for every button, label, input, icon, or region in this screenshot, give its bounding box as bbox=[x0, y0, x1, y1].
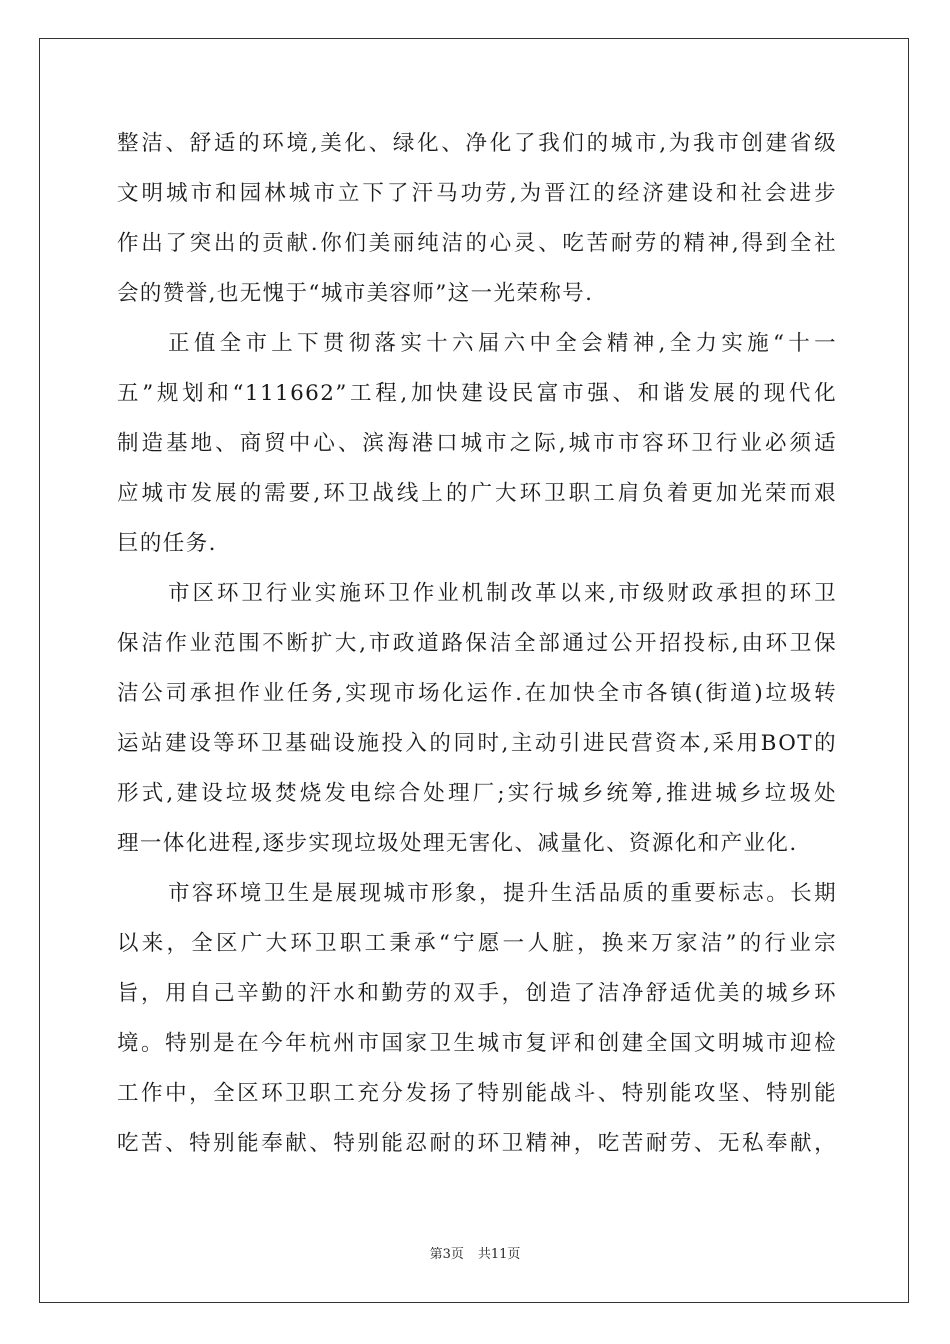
page-total: 共11页 bbox=[477, 1247, 521, 1262]
document-body bbox=[117, 126, 837, 1176]
text-line: 境。特别是在今年杭州市国家卫生城市复评和创建全国文明城市迎检 bbox=[117, 1031, 837, 1056]
text-line: 以来，全区广大环卫职工秉承“宁愿一人脏，换来万家洁”的行业宗 bbox=[117, 931, 837, 956]
text-line: 作出了突出的贡献.你们美丽纯洁的心灵、吃苦耐劳的精神,得到全社 bbox=[117, 231, 837, 256]
paragraph-start-line: 正值全市上下贯彻落实十六届六中全会精神,全力实施“十一 bbox=[168, 331, 837, 356]
text-line: 应城市发展的需要,环卫战线上的广大环卫职工肩负着更加光荣而艰 bbox=[117, 481, 837, 506]
text-line: 文明城市和园林城市立下了汗马功劳,为晋江的经济建设和社会进步 bbox=[117, 181, 837, 206]
page-footer bbox=[0, 1243, 950, 1262]
page-number: 第3页 bbox=[429, 1247, 464, 1262]
text-line: 五”规划和“111662”工程,加快建设民富市强、和谐发展的现代化 bbox=[117, 381, 837, 406]
text-line: 会的赞誉,也无愧于“城市美容师”这一光荣称号. bbox=[117, 281, 594, 306]
text-line: 巨的任务. bbox=[117, 531, 217, 556]
text-line: 整洁、舒适的环境,美化、绿化、净化了我们的城市,为我市创建省级 bbox=[117, 131, 837, 156]
text-line: 形式,建设垃圾焚烧发电综合处理厂;实行城乡统筹,推进城乡垃圾处 bbox=[117, 781, 837, 806]
paragraph-start-line: 市区环卫行业实施环卫作业机制改革以来,市级财政承担的环卫 bbox=[168, 581, 837, 606]
text-line: 运站建设等环卫基础设施投入的同时,主动引进民营资本,采用BOT的 bbox=[117, 731, 837, 756]
text-line: 吃苦、特别能奉献、特别能忍耐的环卫精神，吃苦耐劳、无私奉献， bbox=[117, 1131, 837, 1156]
text-line: 旨，用自己辛勤的汗水和勤劳的双手，创造了洁净舒适优美的城乡环 bbox=[117, 981, 837, 1006]
text-line: 工作中，全区环卫职工充分发扬了特别能战斗、特别能攻坚、特别能 bbox=[117, 1081, 837, 1106]
text-line: 保洁作业范围不断扩大,市政道路保洁全部通过公开招投标,由环卫保 bbox=[117, 631, 837, 656]
text-line: 洁公司承担作业任务,实现市场化运作.在加快全市各镇(街道)垃圾转 bbox=[117, 681, 837, 706]
text-line: 制造基地、商贸中心、滨海港口城市之际,城市市容环卫行业必须适 bbox=[117, 431, 837, 456]
text-line: 理一体化进程,逐步实现垃圾处理无害化、减量化、资源化和产业化. bbox=[117, 831, 798, 856]
paragraph-start-line: 市容环境卫生是展现城市形象，提升生活品质的重要标志。长期 bbox=[168, 881, 837, 906]
